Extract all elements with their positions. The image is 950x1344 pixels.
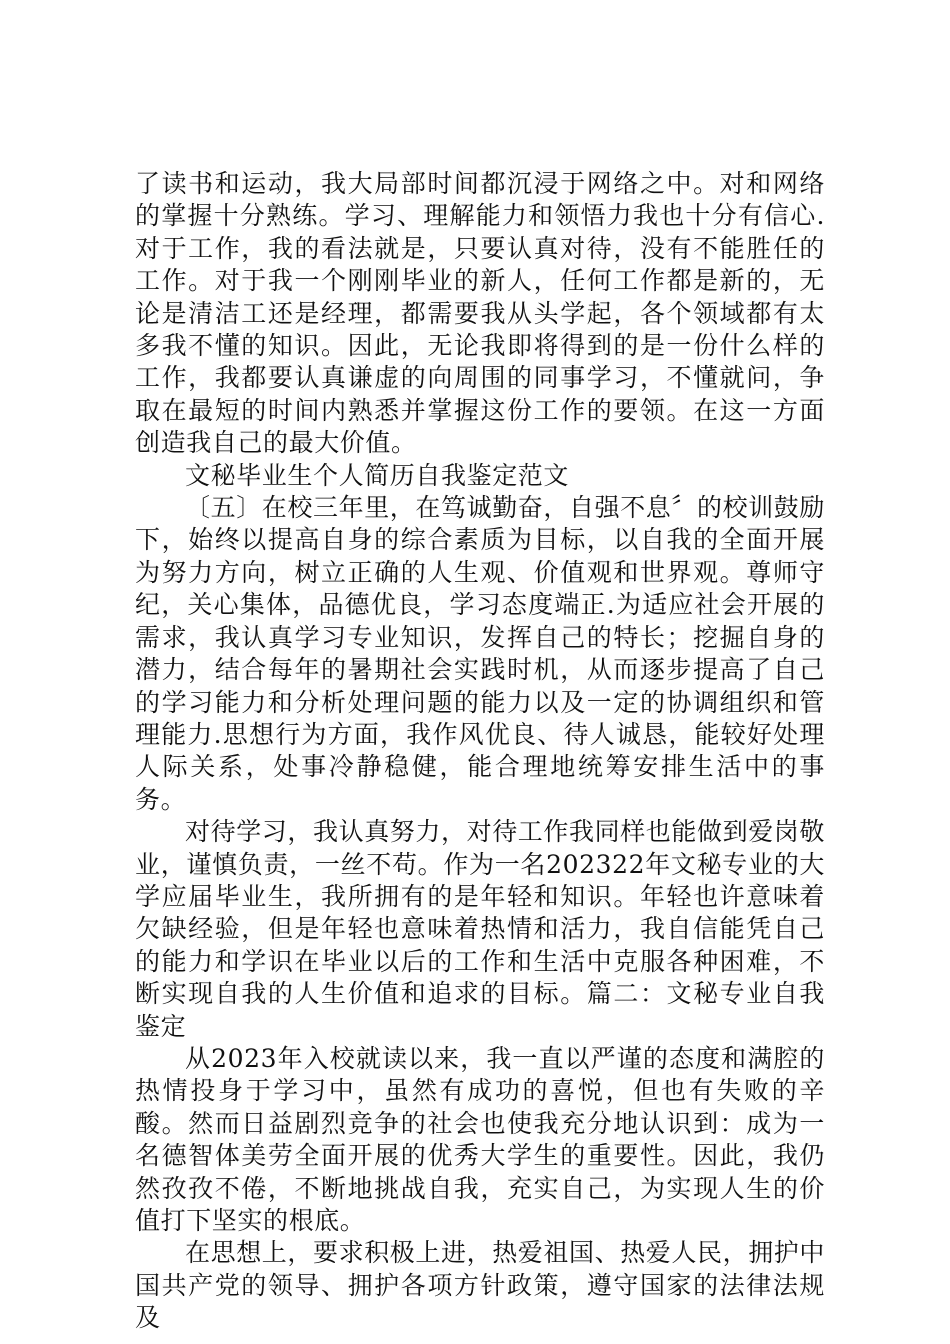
paragraph-study-attitude: 对待学习，我认真努力，对待工作我同样也能做到爱岗敬业，谨慎负责，一丝不苟。作为一名202322年文秘专业的大学应届毕业生，我所拥有的是年轻和知识。年轻也许意味着欠缺经验，但是年轻也意味着热情和活力，我自信能凭自己的能力和学识在毕业以后的工作和生活中克服各种困难，不断实现自我的人生价值和追求的目标。篇二：文秘专业自我鉴定: [135, 817, 826, 1041]
section-title: 文秘毕业生个人简历自我鉴定范文: [185, 460, 570, 490]
paragraph-ideology: 在思想上，要求积极上进，热爱祖国、热爱人民，拥护中国共产党的领导、拥护各项方针政策，遵守国家的法律法规及: [135, 1238, 826, 1333]
paragraph-since-enrollment: 从2023年入校就读以来，我一直以严谨的态度和满腔的热情投身于学习中，虽然有成功的喜悦，但也有失败的辛酸。然而日益剧烈竞争的社会也使我充分地认识到：成为一名德智体美劳全面开展的优秀大学生的重要性。因此，我仍然孜孜不倦，不断地挑战自我，充实自己，为实现人生的价值打下坚实的根底。: [135, 1043, 825, 1235]
document-body: [135, 168, 825, 1335]
paragraph-continuation: 了读书和运动，我大局部时间都沉浸于网络之中。对和网络的掌握十分熟练。学习、理解能力和领悟力我也十分有信心.对于工作，我的看法就是，只要认真对待，没有不能胜任的工作。对于我一个刚刚毕业的新人，任何工作都是新的，无论是清洁工还是经理，都需要我从头学起，各个领域都有太多我不懂的知识。因此，无论我即将得到的是一份什么样的工作，我都要认真谦虚的向周围的同事学习，不懂就问，争取在最短的时间内熟悉并掌握这份工作的要领。在这一方面创造我自己的最大价值。: [135, 169, 825, 458]
paragraph-section-five: 〔五〕在校三年里，在笃诚勤奋，自强不息〞的校训鼓励下，始终以提高自身的综合素质为目标，以自我的全面开展为努力方向，树立正确的人生观、价值观和世界观。尊师守纪，关心集体，品德优良，学习态度端正.为适应社会开展的需求，我认真学习专业知识，发挥自己的特长；挖掘自身的潜力，结合每年的暑期社会实践时机，从而逐步提高了自己的学习能力和分析处理问题的能力以及一定的协调组织和管理能力.思想行为方面，我作风优良、待人诚恳，能较好处理人际关系，处事冷静稳健，能合理地统筹安排生活中的事务。: [135, 493, 826, 814]
